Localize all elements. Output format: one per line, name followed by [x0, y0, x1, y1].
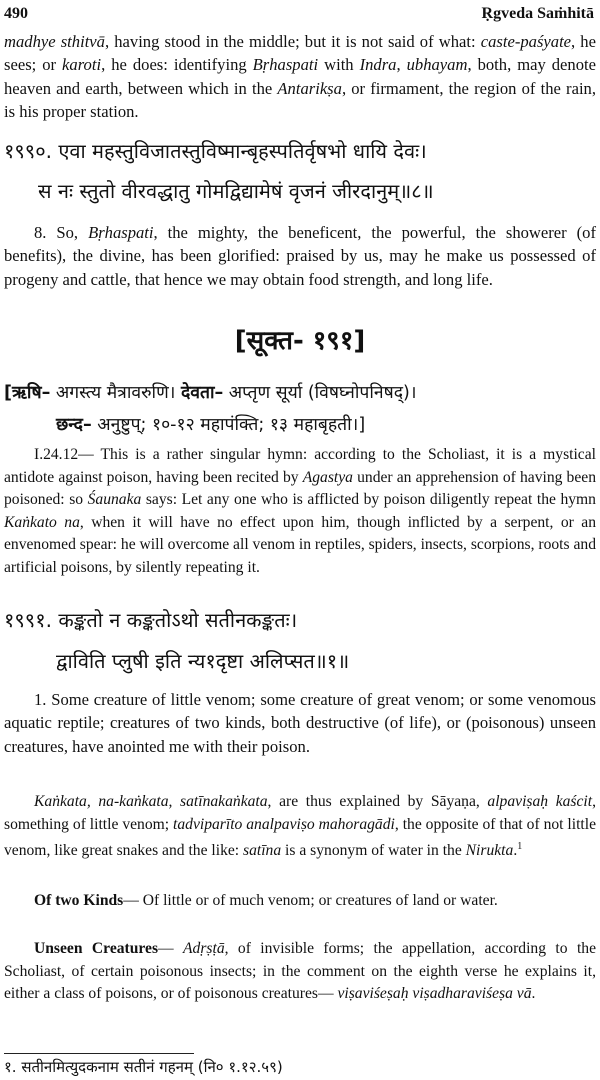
- note-of-two-kinds: Of two Kinds— Of little or of much venom; or creatures of land or water.: [34, 892, 498, 909]
- note-unseen-creatures: Unseen Creatures— Adṛṣṭā, of invisible forms; the appellation, according to the Scholiast, of certain poisonous insects; in the comment on the eighth verse he explains it, either a class of poisons, or of poisonous creatures— viṣaviśeṣaḥ viṣadharaviśeṣa vā.: [4, 940, 596, 1003]
- verse-1991-line-1: १९९१. कङ्कतो न कङ्कतोऽथो सतीनकङ्कतः।: [4, 608, 298, 632]
- footnote-rule: [4, 1053, 194, 1054]
- footnote-marker: 1: [517, 841, 523, 853]
- sukta-heading: [सूक्त- १९१]: [234, 326, 366, 356]
- hymn-introduction: I.24.12— This is a rather singular hymn: according to the Scholiast, it is a mystical antidote against poison, having been recited by Agastya under an apprehension of having been poisoned: so Śaunaka says: Let any one who is afflicted by poison diligently repeat the hymn Kaṅkato na, when it will have no effect upon him, though inflicted by a serpent, or an envenomed spear: he will overcome all venom in reptiles, spiders, insects, scorpions, roots and artificial poisons, by silently repeating it.: [4, 446, 596, 576]
- paragraph-commentary-top: madhye sthitvā, having stood in the middle; but it is not said of what: caste-paśyate, he sees; or karoti, he does: identifying Bṛhaspati with Indra, ubhayam, both, may denote heaven and earth, between which in the Antarikṣa, or firmament, the region of the rain, is his proper station.: [4, 32, 597, 122]
- translation-verse-8: 8. So, Bṛhaspati, the mighty, the beneficent, the powerful, the showerer (of benefits), the divine, has been glorified: praised by us, may he make us possessed of progeny and cattle, that hence we may obtain food strength, and long life.: [4, 223, 597, 289]
- footnote: १. सतीनमित्युदकनाम सतीनं गहनम् (नि० १.१२.५९): [4, 1058, 283, 1076]
- kankata-explanation: Kaṅkata, na-kaṅkata, satīnakaṅkata, are thus explained by Sāyaṇa, alpaviṣaḥ kaścit, something of little venom; tadviparīto analpaviṣo mahoragādi, the opposite of that of not little venom, like great snakes and the like: satīna is a synonym of water in the Nirukta.$^1$: [4, 793, 597, 860]
- verse-1991-line-2: द्वाविति प्लुषी इति न्य१दृष्टा अलिप्सत॥१॥: [56, 649, 350, 673]
- running-title: Ṛgveda Saṁhitā: [481, 5, 594, 22]
- translation-verse-1: 1. Some creature of little venom; some creature of great venom; or some venomous aquatic reptile; creatures of two kinds, both destructive (of life), or (poisonous) unseen creatures, have anointed me with their poison.: [4, 690, 596, 756]
- verse-1990-line-2: स नः स्तुतो वीरवद्धातु गोमद्विद्यामेषं वृजनं जीरदानुम्॥८॥: [38, 179, 434, 203]
- verse-1990-line-1: १९९०. एवा महस्तुविजातस्तुविष्मान्बृहस्पतिर्वृषभो धायि देवः।: [4, 139, 427, 163]
- chandas-line: छन्द– अनुष्टुप्; १०-१२ महापंक्ति; १३ महाबृहती।]: [56, 415, 366, 435]
- page-number: 490: [4, 5, 28, 22]
- rishi-devata-line: [ऋषि– अगस्त्य मैत्रावरुणि। देवता– अप्तृण सूर्या (विषघ्नोपनिषद्)।: [4, 383, 417, 403]
- page-header: [0, 2, 600, 26]
